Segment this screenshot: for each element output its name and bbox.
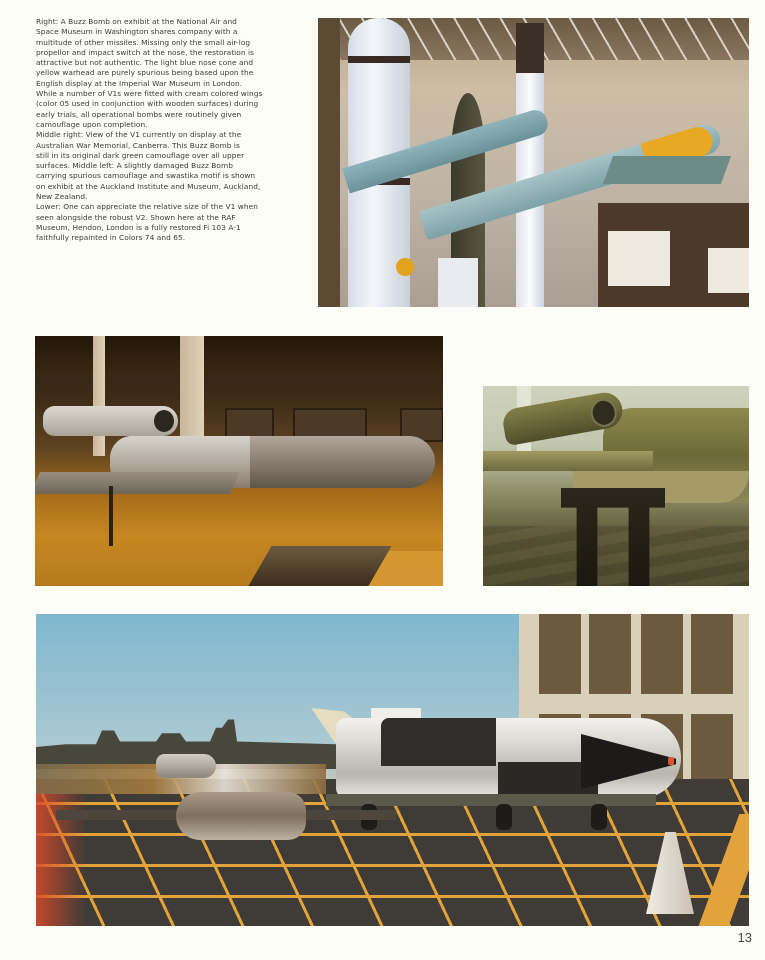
caption-line: on exhibit at the Auckland Institute and Museum, Auckland,	[36, 181, 261, 191]
photo-hendon-v1-v2	[36, 614, 749, 926]
caption-line: multitude of other missiles. Missing only the small air-log	[36, 37, 251, 47]
display-stand	[109, 486, 113, 546]
caption-line: While a number of V1s were fitted with cream colored wings	[36, 89, 263, 99]
caption-line: still in its original dark green camouflage over all upper	[36, 150, 245, 160]
v1-wing	[483, 451, 653, 471]
trailer-wheel	[496, 804, 512, 830]
missile-base	[438, 258, 478, 307]
caption-line: Right: A Buzz Bomb on exhibit at the National Air and	[36, 17, 237, 26]
page-number: 13	[737, 930, 752, 945]
v1-fuselage	[176, 792, 306, 840]
photo-canberra-v1	[483, 386, 749, 586]
caption-line: yellow warhead are purely spurious being based upon the	[36, 68, 254, 78]
red-marking	[36, 779, 86, 926]
trailer-wheel	[591, 804, 607, 830]
photo-caption	[36, 17, 298, 244]
caption-line: Museum, Hendon, London is a fully restored Fi 103 A-1	[36, 222, 241, 232]
foreground-rail	[248, 546, 391, 586]
v2-black-panel	[381, 718, 496, 766]
caption-line: camouflage upon completion.	[36, 119, 148, 129]
caption-line: attractive but not authentic. The light blue nose cone and	[36, 58, 254, 68]
caption-line: Space Museum in Washington shares company with a	[36, 27, 238, 37]
v1-pulse-jet	[43, 406, 178, 436]
floor	[483, 526, 749, 586]
caption-line: Australian War Memorial, Canberra. This Buzz Bomb is	[36, 140, 240, 150]
background-structure	[598, 203, 749, 307]
pillar	[93, 336, 105, 456]
air-log-propeller	[396, 258, 414, 276]
caption-line: seen alongside the robust V2. Shown here at the RAF	[36, 212, 236, 222]
caption-line: propellor and impact switch at the nose, the restoration is	[36, 47, 254, 57]
caption-line: carrying spurious camouflage and swastika motif is shown	[36, 171, 256, 181]
caption-line: English display at the Imperial War Museum in London.	[36, 78, 243, 88]
meillerwagen-trailer	[326, 794, 656, 806]
caption-line: (color 05 used in conjunction with wooden surfaces) during	[36, 99, 259, 109]
pillar	[318, 18, 340, 307]
v1-wing	[35, 472, 240, 494]
photo-nasm-v1	[318, 18, 749, 307]
v2-nose-tip	[668, 757, 674, 765]
white-rocket-2	[516, 23, 544, 307]
caption-line: Lower: One can appreciate the relative size of the V1 when	[36, 202, 258, 212]
v1-pulse-jet	[156, 754, 216, 778]
photo-auckland-v1	[35, 336, 443, 586]
v1-wing	[603, 156, 731, 184]
caption-line: surfaces. Middle left: A slightly damaged Buzz Bomb	[36, 161, 233, 171]
caption-line: Middle right: View of the V1 currently on display at the	[36, 130, 242, 140]
caption-line: early trials, all operational bombs were routinely given	[36, 109, 242, 119]
caption-line: New Zealand.	[36, 192, 88, 202]
caption-line: faithfully repainted in Colors 74 and 65.	[36, 233, 186, 243]
